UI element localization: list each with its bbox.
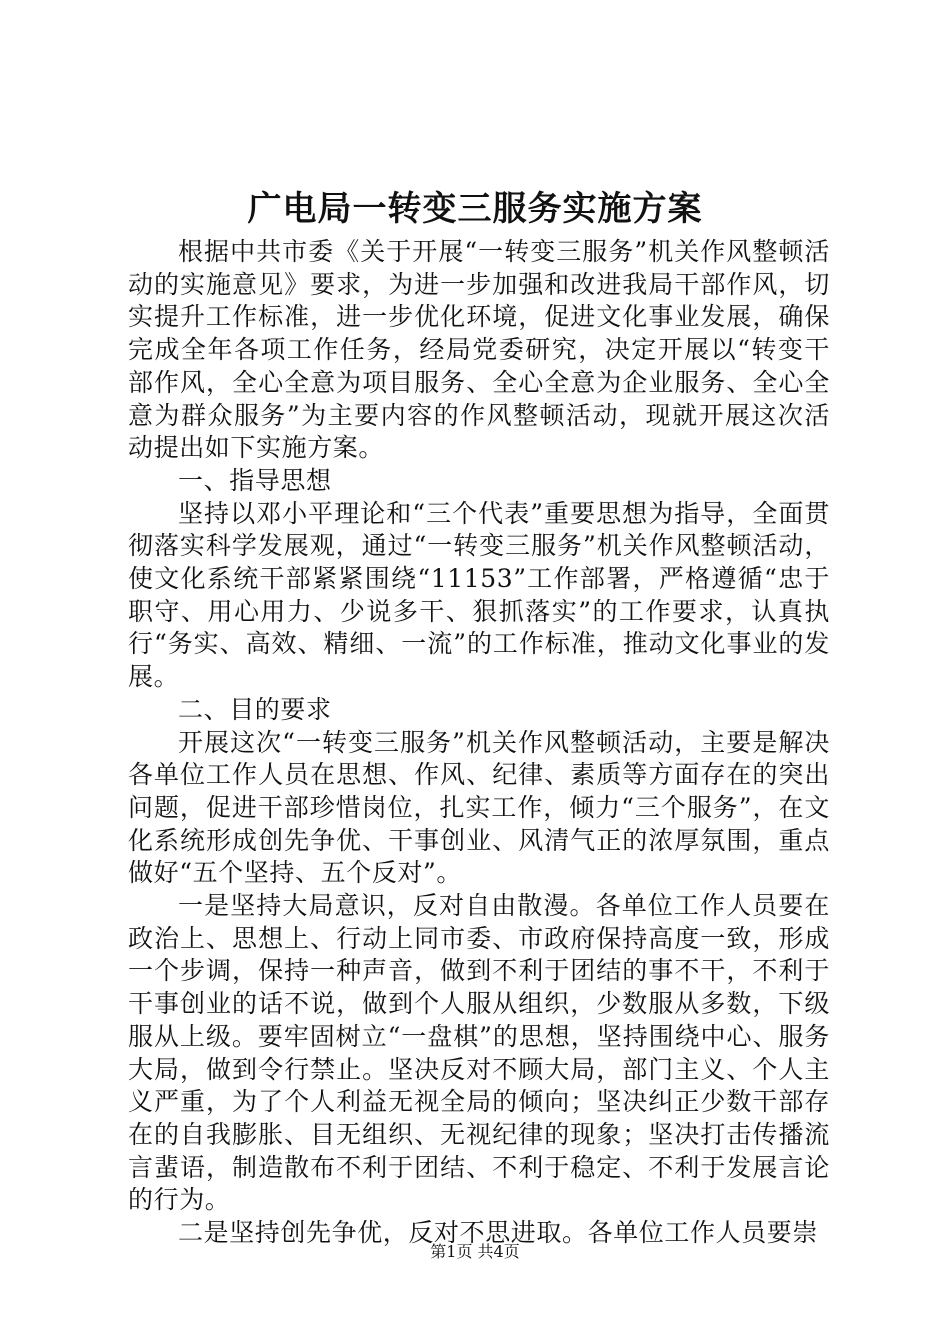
section-heading-objectives: 二、目的要求 (178, 694, 332, 724)
paragraph-guiding-ideology: 坚持以邓小平理论和“三个代表”重要思想为指导，全面贯彻落实科学发展观，通过“一转变三服务”机关作风整顿活动，使文化系统干部紧紧围绕“11153”工作部署，严格遵循“忠于职守、用心用力、少说多干、狠抓落实”的工作要求，认真执行“务实、高效、精细、一流”的工作标准，推动文化事业的发展。 (128, 498, 830, 692)
document-body (128, 236, 830, 1250)
paragraph-intro: 根据中共市委《关于开展“一转变三服务”机关作风整顿活动的实施意见》要求，为进一步加强和改进我局干部作风，切实提升工作标准，进一步优化环境，促进文化事业发展，确保完成全年各项工作任务，经局党委研究，决定开展以“转变干部作风，全心全意为项目服务、全心全意为企业服务、全心全意为群众服务”为主要内容的作风整顿活动，现就开展这次活动提出如下实施方案。 (128, 237, 830, 463)
section-heading-guiding-ideology: 一、指导思想 (178, 465, 332, 495)
page-number-footer: 第1页 共4页 (430, 1242, 520, 1261)
paragraph-objectives: 开展这次“一转变三服务”机关作风整顿活动，主要是解决各单位工作人员在思想、作风、纪律、素质等方面存在的突出问题，促进干部珍惜岗位，扎实工作，倾力“三个服务”，在文化系统形成创先争优、干事创业、风清气正的浓厚氛围，重点做好“五个坚持、五个反对”。 (128, 727, 830, 888)
paragraph-point-two: 二是坚持创先争优，反对不思进取。各单位工作人员要崇 (178, 1218, 819, 1248)
document-title: 广电局一转变三服务实施方案 (247, 189, 703, 229)
paragraph-point-one: 一是坚持大局意识，反对自由散漫。各单位工作人员要在政治上、思想上、行动上同市委、市政府保持高度一致，形成一个步调，保持一种声音，做到不利于团结的事不干，不利于干事创业的话不说，做到个人服从组织，少数服从多数，下级服从上级。要牢固树立“一盘棋”的思想，坚持围绕中心、服务大局，做到令行禁止。坚决反对不顾大局，部门主义、个人主义严重，为了个人利益无视全局的倾向；坚决纠正少数干部存在的自我膨胀、目无组织、无视纪律的现象；坚决打击传播流言蜚语，制造散布不利于团结、不利于稳定、不利于发展言论的行为。 (128, 891, 830, 1215)
